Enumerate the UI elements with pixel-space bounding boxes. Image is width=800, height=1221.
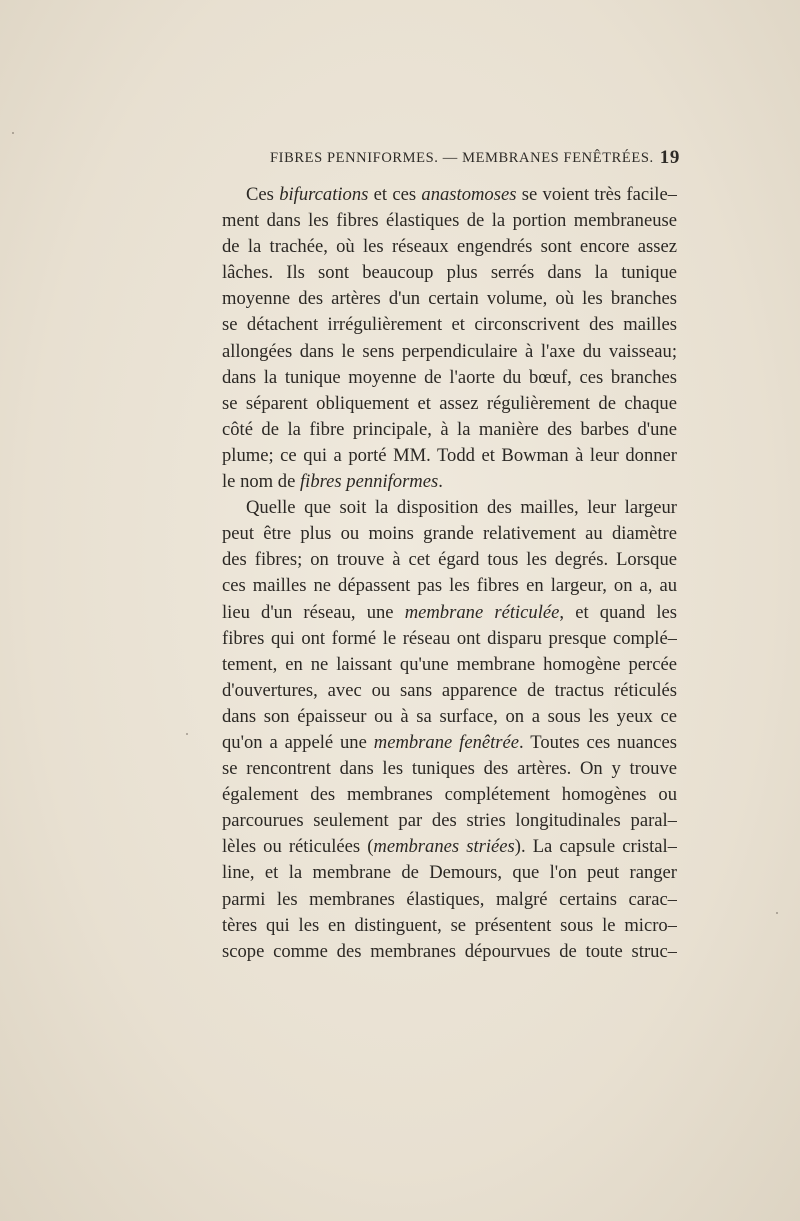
text-line [222,469,677,495]
text-run: dans la tunique moyenne de l'aorte du bœuf, ces branches [222,366,677,388]
italic-term: membrane réticulée [404,601,560,623]
text-line [222,652,677,678]
text-line [222,417,677,443]
text-run: . Toutes ces nuances [519,731,677,753]
text-run: d'ouvertures, avec ou sans apparence de tractus réticulés [222,679,677,701]
paper-speck [776,912,778,914]
text-line [222,678,677,704]
text-line [222,286,677,312]
italic-term: membrane fenêtrée [373,731,520,753]
text-run: Quelle que soit la disposition des mailles, leur largeur [246,497,677,519]
text-line [222,495,677,521]
paper-speck [186,733,188,735]
text-line [222,860,677,886]
text-line [222,626,677,652]
text-run: tères qui les en distinguent, se présentent sous le micro– [222,914,677,936]
text-run: des fibres; on trouve à cet égard tous les degrés. Lorsque [222,549,677,571]
text-run: allongées dans le sens perpendiculaire à l'axe du vaisseau; [222,340,677,362]
text-line [222,260,677,286]
text-run: plume; ce qui a porté MM. Todd et Bowman à leur donner [222,444,677,466]
running-header [270,147,680,174]
text-line [222,521,677,547]
text-line [222,312,677,338]
text-run: se détachent irrégulièrement et circonscrivent des mailles [222,314,677,336]
text-run: parcourues seulement par des stries longitudinales paral– [222,810,677,832]
text-run: le nom de [222,471,300,493]
text-line [222,234,677,260]
paper-speck [12,132,14,134]
text-run: lèles ou réticulées ( [222,836,374,858]
text-run: ). La capsule cristal– [514,836,677,858]
text-line [222,600,677,626]
text-run: ces mailles ne dépassent pas les fibres en largeur, on a, au [222,575,677,597]
text-line [222,339,677,365]
text-run: dans son épaisseur ou à sa surface, on a sous les yeux ce [222,705,677,727]
text-run: peut être plus ou moins grande relativement au diamètre [222,523,677,545]
text-line [222,391,677,417]
text-run: se séparent obliquement et assez régulièrement de chaque [222,392,677,414]
italic-term: bifurcations [279,184,369,205]
text-run: côté de la fibre principale, à la manière des barbes d'une [222,418,677,440]
text-run: se voient très facile– [516,184,677,205]
text-line [222,547,677,573]
text-run: parmi les membranes élastiques, malgré certains carac– [222,888,677,910]
text-run: tement, en ne laissant qu'une membrane homogène percée [222,653,677,675]
text-run: . [438,471,443,493]
text-line [222,365,677,391]
text-line [222,939,677,965]
text-run: line, et la membrane de Demours, que l'on peut ranger [222,862,677,884]
text-line [222,573,677,599]
page-number: 19 [659,147,680,168]
text-line [222,443,677,469]
text-run: , et quand les [559,601,677,623]
text-run: Ces [246,184,280,205]
italic-term: fibres penniformes [299,471,439,493]
text-line [222,782,677,808]
running-title: FIBRES PENNIFORMES. — MEMBRANES FENÊTRÉES. [270,150,654,166]
text-run: de la trachée, où les réseaux engendrés sont encore assez [222,236,677,258]
text-run: moyenne des artères d'un certain volume, où les branches [222,288,677,310]
text-line [222,808,677,834]
text-line [222,834,677,860]
text-line [222,704,677,730]
text-line [222,756,677,782]
text-line [222,887,677,913]
text-run: lâches. Ils sont beaucoup plus serrés dans la tunique [222,262,677,284]
text-line [222,730,677,756]
text-run: et ces [368,184,422,205]
italic-term: membranes striées [373,836,515,858]
text-line [222,913,677,939]
text-run: qu'on a appelé une [222,731,374,753]
text-line [222,208,677,234]
text-run: fibres qui ont formé le réseau ont disparu presque complé– [222,627,677,649]
text-run: lieu d'un réseau, une [222,601,405,623]
text-run: également des membranes complétement homogènes ou [222,784,677,806]
text-run: se rencontrent dans les tuniques des artères. On y trouve [222,758,677,780]
text-run: scope comme des membranes dépourvues de toute struc– [222,940,677,962]
text-run: ment dans les fibres élastiques de la portion membraneuse [222,210,677,232]
italic-term: anastomoses [421,184,517,205]
body-text [222,182,677,965]
text-line [222,182,677,208]
